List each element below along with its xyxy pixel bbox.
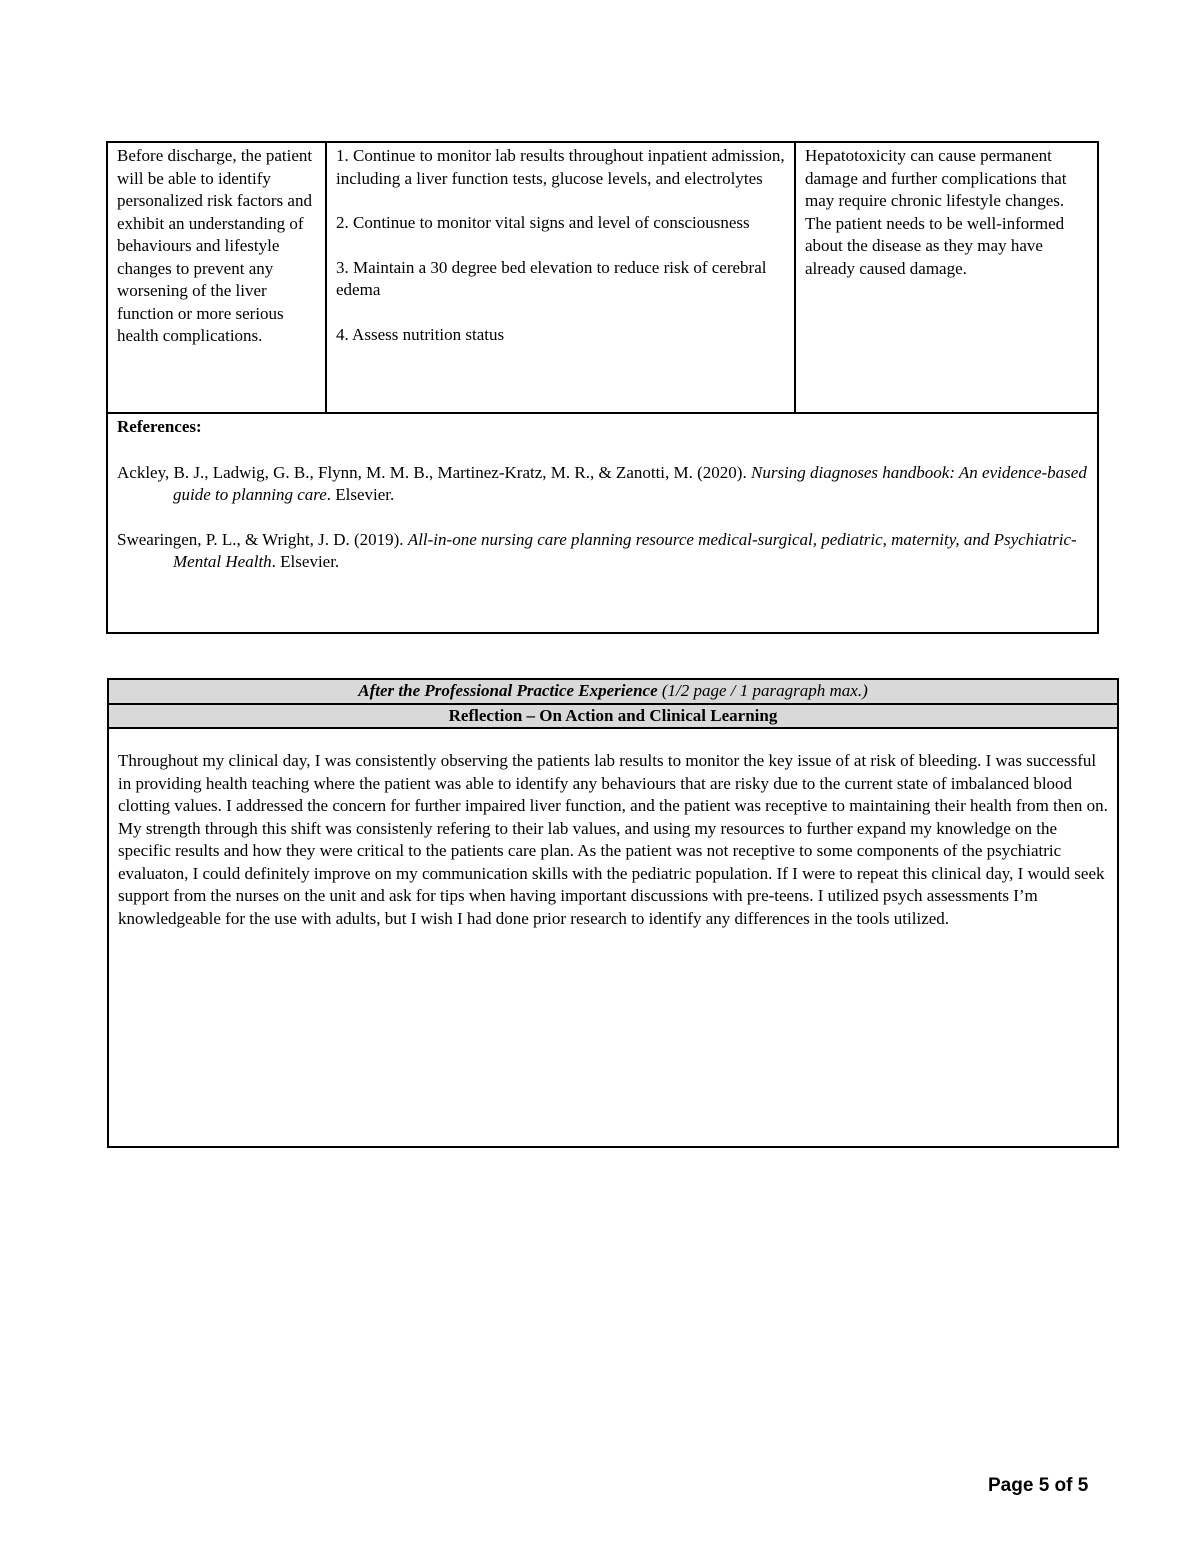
reference-publisher: . Elsevier. [271,552,340,571]
reference-title: All-in-one nursing care planning resource medical-surgical, pediatric, maternity, and Psychiatric-Mental Health [173,529,1077,571]
reflection-header-title: After the Professional Practice Experience [358,681,658,700]
reflection-body: Throughout my clinical day, I was consistently observing the patients lab results to monitor the key issue of at risk of bleeding. I was successful in providing health teaching where the patient was able to identify any behaviours that are risky due to the current state of imbalanced blood clotting values. I addressed the concern for further impaired liver function, and the patient was receptive to maintaining their health from then on. My strength through this shift was consistenly refering to their lab values, and using my resources to further expand my knowledge on the specific results and how they were critical to the patients care plan. As the patient was not receptive to some components of the psychiatric evaluaton, I could definitely improve on my communication skills with the pediatric population. If I were to repeat this clinical day, I would seek support from the nurses on the unit and ask for tips when having important discussions with pre-teens. I utilized psych assessments I’m knowledgeable for the use with adults, but I wish I had done prior research to identify any differences in the tools utilized. [108,728,1118,1147]
intervention-item: 3. Maintain a 30 degree bed elevation to reduce risk of cerebral edema [336,257,767,299]
page-current: 5 [1038,1475,1050,1496]
reflection-table [107,678,1119,1148]
intervention-item: 2. Continue to monitor vital signs and level of consciousness [336,213,750,232]
page-label: Page [988,1475,1039,1496]
references-heading: References: [117,417,202,436]
reference-entry [117,462,1088,507]
references-cell [107,413,1098,633]
care-plan-row [107,142,1098,413]
reference-authors: Swearingen, P. L., & Wright, J. D. (2019). [117,529,408,549]
reference-title: Nursing diagnoses handbook: An evidence-based guide to planning care [173,462,1087,504]
reflection-subheader-row [108,704,1118,729]
references-row [107,413,1098,633]
rationale-cell [795,142,1098,413]
page-of: of [1049,1475,1078,1496]
goal-cell [107,142,326,413]
intervention-item: 4. Assess nutrition status [336,324,505,344]
reflection-body-row [108,728,1118,1147]
interventions-cell [326,142,795,413]
reference-publisher: . Elsevier. [326,485,395,504]
reference-authors: Ackley, B. J., Ladwig, G. B., Flynn, M. M. B., Martinez-Kratz, M. R., & Zanotti, M. (2020). [117,462,751,482]
intervention-item: 1. Continue to monitor lab results throughout inpatient admission, including a liver function tests, glucose levels, and electrolytes [336,146,785,188]
reference-entry [117,529,1088,574]
page-total: 5 [1077,1475,1089,1496]
page-number [988,1475,1088,1497]
reflection-header-row [108,679,1118,704]
care-plan-table [106,141,1099,634]
reflection-header [108,679,1118,704]
goal-text: Before discharge, the patient will be able to identify personalized risk factors and exhibit an understanding of behaviours and lifestyle changes to prevent any worsening of the liver function or more serious health complications. [117,146,313,345]
reflection-header-note: (1/2 page / 1 paragraph max.) [657,681,868,700]
reflection-subheader: Reflection – On Action and Clinical Learning [108,704,1118,729]
rationale-text: Hepatotoxicity can cause permanent damage and further complications that may require chronic lifestyle changes. The patient needs to be well-informed about the disease as they may have already caused damage. [805,146,1067,278]
